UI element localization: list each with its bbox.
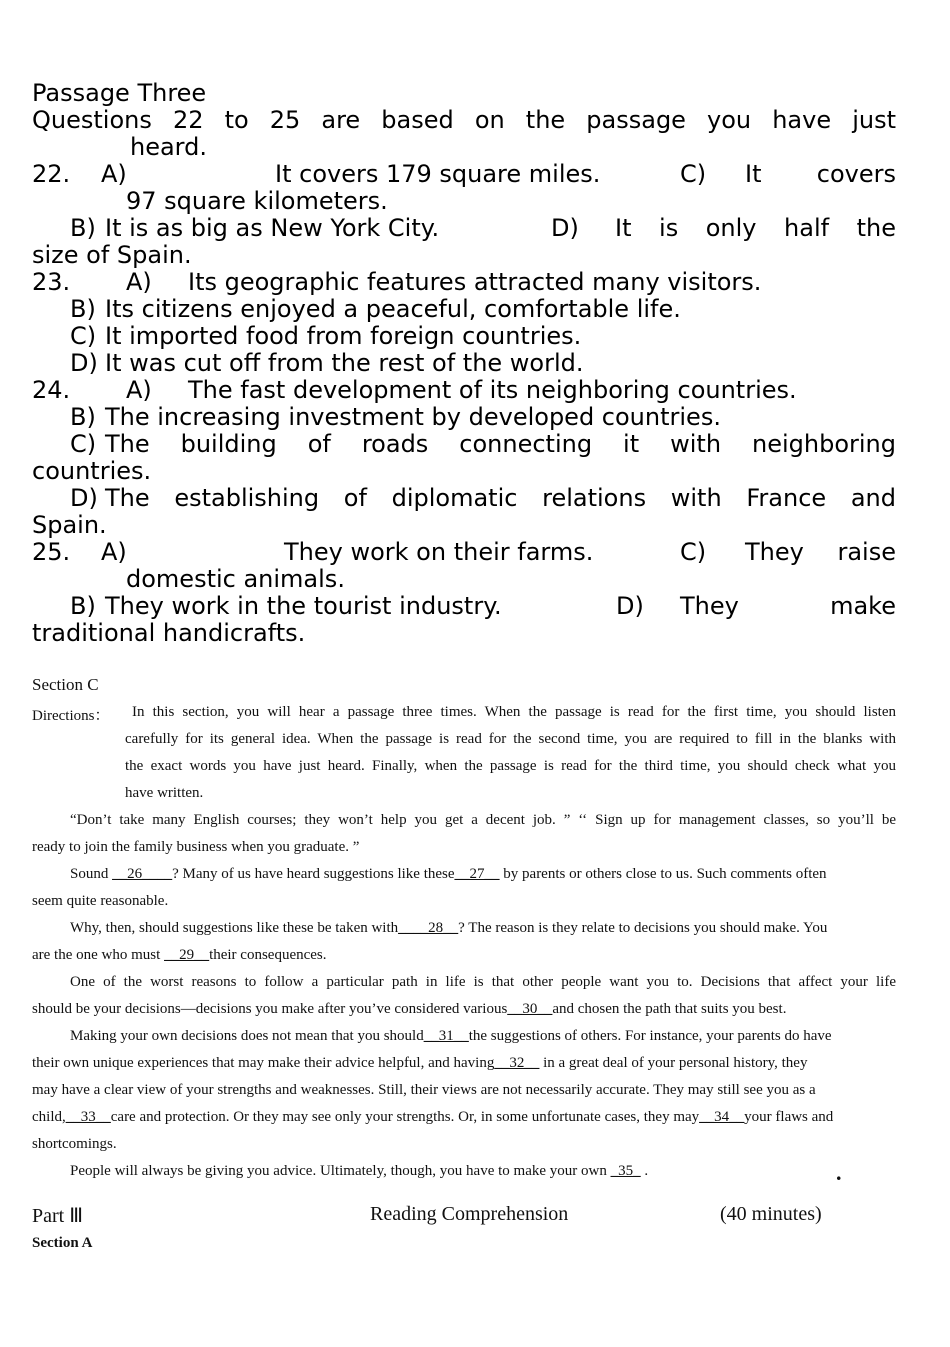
q25-option-a-c: [32, 539, 896, 566]
blank-28[interactable]: ____28__: [398, 920, 459, 936]
q23-a-letter: A): [126, 268, 152, 296]
para-5-line-4: [32, 1109, 833, 1126]
q24-a-text: The fast development of its neighboring countries.: [188, 376, 797, 404]
q25-d-word2: make: [830, 592, 896, 620]
q25-b-letter: B): [70, 592, 96, 620]
para-4-line-2: [32, 1001, 786, 1018]
q24-c-cont: countries.: [32, 457, 152, 485]
q25-number: 25.: [32, 538, 71, 566]
q25-c-word2: raise: [837, 538, 896, 566]
q24-d-text: The establishing of diplomatic relations with France and: [105, 484, 896, 512]
para-2-line-1: [70, 866, 827, 883]
q22-number: 22.: [32, 160, 71, 188]
para-5-text-e: child,: [32, 1109, 66, 1125]
directions-line-2: carefully for its general idea. When the passage is read for the second time, you are required to fill in the blanks with: [125, 731, 896, 747]
blank-34[interactable]: __34__: [699, 1109, 745, 1125]
para-5-text-a: Making your own decisions does not mean that you should: [70, 1028, 424, 1044]
para-3-text-a: Why, then, should suggestions like these be taken with: [70, 920, 399, 936]
q24-a-letter: A): [126, 376, 152, 404]
q24-d-letter: D): [70, 484, 98, 512]
para-2-text-c: by parents or others close to us. Such comments often: [499, 866, 827, 882]
blank-32[interactable]: __32__: [494, 1055, 540, 1071]
para-3-line-2: [32, 947, 327, 964]
q22-a-text: It covers 179 square miles.: [275, 160, 601, 188]
q23-option-c: [32, 323, 896, 350]
para-3-text-d: their consequences.: [209, 947, 327, 963]
q22-b-letter: B): [70, 214, 96, 242]
q22-c-word1: It: [745, 160, 762, 188]
blank-26[interactable]: __26____: [112, 866, 173, 882]
para-5-text-d: in a great deal of your personal history, they: [539, 1055, 808, 1071]
part-three-label: Part Ⅲ: [32, 1205, 84, 1227]
para-1-line-2: ready to join the family business when you graduate. ”: [32, 839, 360, 855]
q24-option-c: [32, 431, 896, 458]
para-5-text-b: the suggestions of others. For instance, your parents do have: [468, 1028, 832, 1044]
blank-31[interactable]: __31__: [423, 1028, 469, 1044]
q24-number: 24.: [32, 376, 71, 404]
directions-label: Directions：: [32, 708, 110, 724]
trailing-dot: .: [836, 1160, 842, 1185]
q25-d-letter: D): [616, 592, 644, 620]
q22-c-cont: 97 square kilometers.: [126, 187, 388, 215]
para-6-text-a: People will always be giving you advice. Ultimately, though, you have to make your own: [70, 1163, 611, 1179]
q22-option-a-c: [32, 161, 896, 188]
q24-option-a: [32, 377, 896, 404]
para-5-line-1: [70, 1028, 832, 1045]
para-1-line-1: “Don’t take many English courses; they won’t help you get a decent job. ” ‘‘ Sign up for management classes, so you’ll be: [70, 812, 896, 828]
q25-d-cont: traditional handicrafts.: [32, 619, 306, 647]
q25-c-letter: C): [680, 538, 707, 566]
directions-line-1: In this section, you will hear a passage three times. When the passage is read for the first time, you should listen: [132, 704, 896, 720]
q25-option-b-d: [32, 593, 896, 620]
section-a-title: Section A: [32, 1235, 93, 1251]
para-5-text-f: care and protection. Or they may see only your strengths. Or, in some unfortunate cases, they may: [110, 1109, 700, 1125]
part-three-time: (40 minutes): [720, 1203, 822, 1225]
q25-d-word1: They: [680, 592, 739, 620]
q22-d-cont: size of Spain.: [32, 241, 192, 269]
q23-option-b: [32, 296, 896, 323]
para-4-line-1: One of the worst reasons to follow a particular path in life is that other people want you to. Decisions that affect your life: [70, 974, 896, 990]
passage-intro-cont: heard.: [130, 133, 207, 161]
q24-b-letter: B): [70, 403, 96, 431]
para-3-line-1: [70, 920, 827, 937]
directions-line-4: have written.: [125, 785, 204, 801]
q24-option-d: [32, 485, 896, 512]
para-4-text-a: should be your decisions—decisions you make after you’ve considered various: [32, 1001, 508, 1017]
q24-b-text: The increasing investment by developed countries.: [105, 403, 721, 431]
q25-b-text: They work in the tourist industry.: [105, 592, 502, 620]
para-5-line-5: shortcomings.: [32, 1136, 117, 1152]
para-2-text-b: ? Many of us have heard suggestions like these: [172, 866, 455, 882]
q24-c-letter: C): [70, 430, 97, 458]
q22-a-letter: A): [101, 160, 127, 188]
para-2-text-a: Sound: [70, 866, 113, 882]
para-6-line-1: [70, 1163, 648, 1180]
q23-c-letter: C): [70, 322, 97, 350]
q25-c-cont: domestic animals.: [126, 565, 345, 593]
para-4-text-b: and chosen the path that suits you best.: [552, 1001, 787, 1017]
q24-c-text: The building of roads connecting it with neighboring: [105, 430, 896, 458]
q24-d-cont: Spain.: [32, 511, 107, 539]
q22-b-text: It is as big as New York City.: [105, 214, 440, 242]
para-2-line-2: seem quite reasonable.: [32, 893, 169, 909]
q23-option-d: [32, 350, 896, 377]
q25-a-letter: A): [101, 538, 127, 566]
para-6-text-b: .: [640, 1163, 649, 1179]
q24-option-b: [32, 404, 896, 431]
para-5-text-g: your flaws and: [744, 1109, 834, 1125]
q23-a-text: Its geographic features attracted many visitors.: [188, 268, 762, 296]
q23-d-text: It was cut off from the rest of the world.: [105, 349, 584, 377]
passage-three-block: [32, 80, 896, 647]
part-three-title: Reading Comprehension: [370, 1203, 569, 1225]
q22-c-letter: C): [680, 160, 707, 188]
para-3-text-b: ? The reason is they relate to decisions you should make. You: [458, 920, 828, 936]
blank-35[interactable]: _35_: [610, 1163, 641, 1179]
passage-intro: Questions 22 to 25 are based on the passage you have just: [32, 106, 896, 134]
blank-29[interactable]: __29__: [164, 947, 210, 963]
q22-d-text: It is only half the: [615, 214, 896, 242]
para-5-line-2: [32, 1055, 807, 1072]
directions-line-3: the exact words you have just heard. Finally, when the passage is read for the third time, you should check what you: [125, 758, 896, 774]
para-3-text-c: are the one who must: [32, 947, 165, 963]
q25-c-word1: They: [745, 538, 804, 566]
q22-d-letter: D): [551, 214, 579, 242]
blank-30[interactable]: __30__: [507, 1001, 553, 1017]
para-5-line-3: may have a clear view of your strengths and weaknesses. Still, their views are not necessarily accurate. They may still see you as a: [32, 1082, 816, 1098]
q22-c-word2: covers: [816, 160, 896, 188]
q23-c-text: It imported food from foreign countries.: [105, 322, 582, 350]
q23-d-letter: D): [70, 349, 98, 377]
q23-b-text: Its citizens enjoyed a peaceful, comfortable life.: [105, 295, 681, 323]
q23-b-letter: B): [70, 295, 96, 323]
blank-33[interactable]: __33__: [65, 1109, 111, 1125]
passage-title: Passage Three: [32, 79, 207, 107]
q25-a-text: They work on their farms.: [284, 538, 594, 566]
blank-27[interactable]: __27__: [454, 866, 500, 882]
q22-option-b-d: [32, 215, 896, 242]
section-c-title: Section C: [32, 675, 99, 694]
para-5-text-c: their own unique experiences that may make their advice helpful, and having: [32, 1055, 495, 1071]
q23-option-a: [32, 269, 896, 296]
q23-number: 23.: [32, 268, 71, 296]
